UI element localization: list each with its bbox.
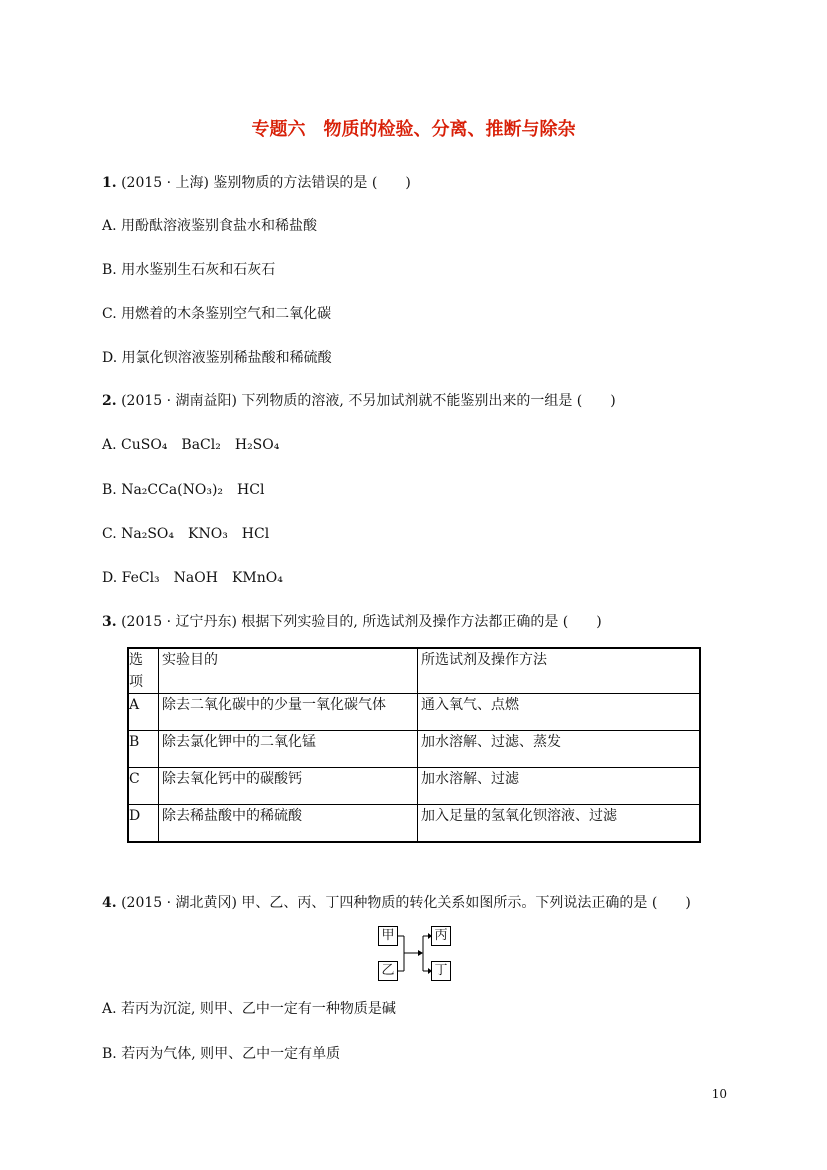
table-cell-method: 加水溶解、过滤、蒸发 — [418, 731, 701, 768]
q1-option-d: D. 用氯化钡溶液鉴别稀盐酸和稀硫酸 — [102, 350, 332, 366]
conversion-diagram — [378, 926, 450, 982]
q1-option-b: B. 用水鉴别生石灰和石灰石 — [102, 262, 276, 278]
page-number: 10 — [711, 1087, 727, 1101]
table-header-purpose: 实验目的 — [159, 648, 418, 694]
diagram-box-yi: 乙 — [378, 961, 398, 981]
table-cell-option: C — [128, 768, 159, 805]
question-2-number: 2. — [102, 393, 117, 409]
diagram-box-bing: 丙 — [431, 926, 451, 946]
question-3 — [102, 611, 602, 631]
table-cell-method: 加入足量的氢氧化钡溶液、过滤 — [418, 805, 701, 843]
question-2 — [102, 390, 616, 410]
table-row — [128, 731, 700, 768]
question-1-number: 1. — [102, 175, 117, 191]
q2-option-c: C. Na₂SO₄ KNO₃ HCl — [102, 526, 270, 542]
q2-option-b: B. Na₂CCa(NO₃)₂ HCl — [102, 482, 265, 498]
q1-option-c: C. 用燃着的木条鉴别空气和二氧化碳 — [102, 306, 332, 322]
table-row — [128, 768, 700, 805]
table-cell-option: D — [128, 805, 159, 843]
question-1-stem: (2015 · 上海) 鉴别物质的方法错误的是 ( ) — [121, 175, 411, 191]
table-header-method: 所选试剂及操作方法 — [418, 648, 701, 694]
table-row — [128, 805, 700, 843]
table-cell-method: 通入氧气、点燃 — [418, 694, 701, 731]
table-cell-purpose: 除去氧化钙中的碳酸钙 — [159, 768, 418, 805]
question-1 — [102, 172, 411, 192]
q4-option-a: A. 若丙为沉淀, 则甲、乙中一定有一种物质是碱 — [102, 1001, 396, 1017]
table-cell-purpose: 除去氯化钾中的二氧化锰 — [159, 731, 418, 768]
question-3-number: 3. — [102, 614, 117, 630]
page-title: 专题六 物质的检验、分离、推断与除杂 — [251, 119, 576, 140]
q1-option-a: A. 用酚酞溶液鉴别食盐水和稀盐酸 — [102, 218, 318, 234]
table-header-option: 选项 — [128, 648, 159, 694]
q2-option-a: A. CuSO₄ BaCl₂ H₂SO₄ — [102, 437, 280, 453]
question-4 — [102, 892, 691, 912]
question-4-number: 4. — [102, 895, 117, 911]
q2-option-d: D. FeCl₃ NaOH KMnO₄ — [102, 570, 283, 586]
question-3-stem: (2015 · 辽宁丹东) 根据下列实验目的, 所选试剂及操作方法都正确的是 ( ) — [121, 614, 602, 630]
table-cell-method: 加水溶解、过滤 — [418, 768, 701, 805]
question-2-stem: (2015 · 湖南益阳) 下列物质的溶液, 不另加试剂就不能鉴别出来的一组是 ( ) — [121, 393, 616, 409]
table-cell-purpose: 除去二氧化碳中的少量一氧化碳气体 — [159, 694, 418, 731]
table-cell-purpose: 除去稀盐酸中的稀硫酸 — [159, 805, 418, 843]
table-row — [128, 694, 700, 731]
diagram-box-ding: 丁 — [431, 961, 451, 981]
diagram-box-jia: 甲 — [378, 926, 398, 946]
table-header-row — [128, 648, 700, 694]
question-4-stem: (2015 · 湖北黄冈) 甲、乙、丙、丁四种物质的转化关系如图所示。下列说法正确的是 ( ) — [121, 895, 691, 911]
q4-option-b: B. 若丙为气体, 则甲、乙中一定有单质 — [102, 1046, 341, 1062]
reagent-table — [127, 647, 701, 843]
table-cell-option: B — [128, 731, 159, 768]
table-cell-option: A — [128, 694, 159, 731]
